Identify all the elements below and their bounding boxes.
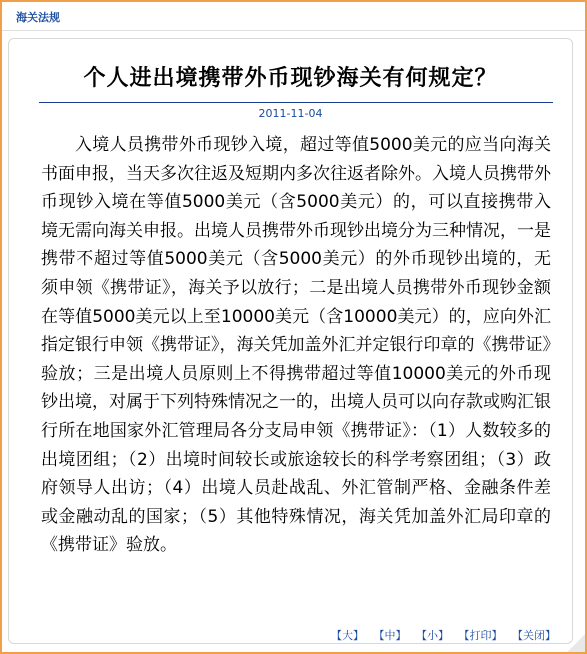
article-date: 2011-11-04 [258, 107, 323, 120]
article-toolbar [325, 627, 556, 643]
print-link[interactable]: 【打印】 [458, 629, 503, 642]
font-large-link[interactable]: 【大】 [331, 629, 364, 642]
article-title: 个人进出境携带外币现钞海关有何规定？ [83, 66, 498, 91]
article-body: 入境人员携带外币现钞入境，超过等值5000美元的应当向海关书面申报，当天多次往返及短期内多次往返者除外。入境人员携带外币现钞入境在等值5000美元（含5000美元）的，可以直接携带入境无需向海关申报。出境人员携带外币现钞出境分为三种情况，一是携带不超过等值5000美元（含5000美元）的外币现钞出境的，无须申领《携带证》，海关予以放行；二是出境人员携带外币现钞金额在等值5000美元以上至10000美元（含10000美元）的，应向外汇指定银行申领《携带证》，海关凭加盖外汇并定银行印章的《携带证》验放；三是出境人员原则上不得携带超过等值10000美元的外币现钞出境，对属于下列特殊情况之一的，出境人员可以向存款或购汇银行所在地国家外汇管理局各分支局申领《携带证》：（1）人数较多的出境团组；（2）出境时间较长或旅途较长的科学考察团组；（3）政府领导人出访；（4）出境人员赴战乱、外汇管制严格、金融条件差或金融动乱的国家；（5）其他特殊情况，海关凭加盖外汇局印章的《携带证》验放。 [41, 135, 551, 556]
title-divider [39, 102, 553, 103]
font-small-link[interactable]: 【小】 [416, 629, 449, 642]
close-link[interactable]: 【关闭】 [512, 629, 556, 642]
section-bar [2, 2, 585, 31]
resize-corner [567, 634, 585, 652]
article-panel [8, 38, 573, 644]
font-medium-link[interactable]: 【中】 [373, 629, 407, 642]
section-label: 海关法规 [16, 11, 60, 24]
